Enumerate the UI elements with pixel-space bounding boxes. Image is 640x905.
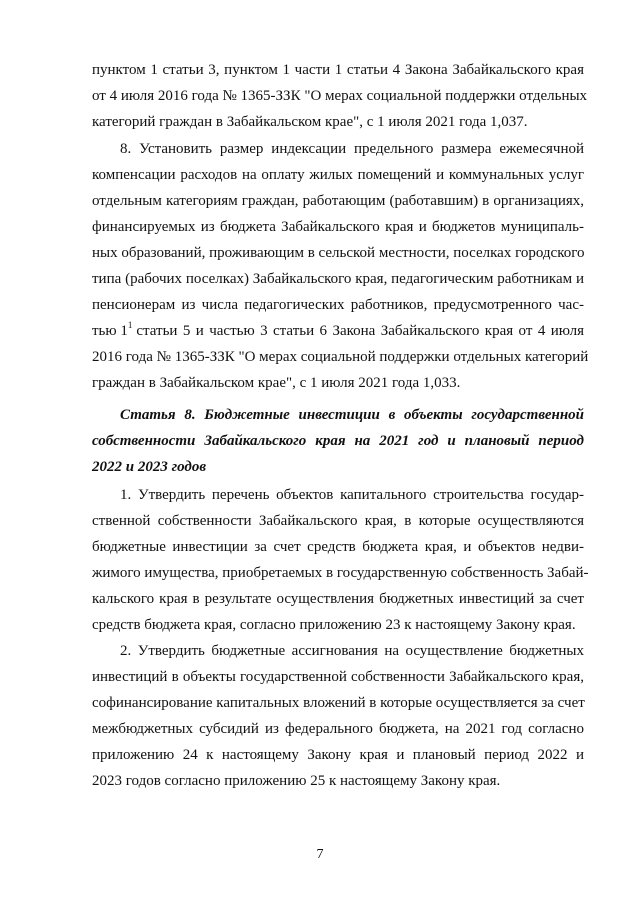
paragraph-line: финансируемых из бюджета Забайкальского края и бюджетов муниципаль- bbox=[92, 219, 584, 235]
paragraph-line: средств бюджета края, согласно приложению 23 к настоящему Закону края. bbox=[92, 617, 576, 633]
paragraph-line: 2. Утвердить бюджетные ассигнования на осуществление бюджетных bbox=[120, 643, 584, 659]
paragraph-line: межбюджетных субсидий из федерального бюджета, на 2021 год согласно bbox=[92, 721, 584, 737]
paragraph-line: приложению 24 к настоящему Закону края и плановый период 2022 и bbox=[92, 747, 584, 763]
paragraph-line: кальского края в результате осуществления бюджетных инвестиций за счет bbox=[92, 591, 584, 607]
paragraph-line: бюджетные инвестиции за счет средств бюджета края, и объектов недви- bbox=[92, 539, 584, 555]
page-number: 7 bbox=[316, 847, 324, 862]
paragraph-line-with-superscript bbox=[92, 321, 584, 341]
paragraph-line: 2016 года № 1365-ЗЗК "О мерах социальной поддержки отдельных категорий bbox=[92, 349, 589, 365]
paragraph-line: граждан в Забайкальском крае", с 1 июля 2021 года 1,033. bbox=[92, 375, 461, 391]
paragraph-line: типа (рабочих поселках) Забайкальского края, педагогическим работникам и bbox=[92, 271, 584, 287]
superscript: 1 bbox=[127, 320, 133, 330]
paragraph-line: 1. Утвердить перечень объектов капитального строительства государ- bbox=[120, 487, 584, 503]
paragraph-line: от 4 июля 2016 года № 1365-ЗЗК "О мерах социальной поддержки отдельных bbox=[92, 88, 588, 104]
paragraph-line: категорий граждан в Забайкальском крае", с 1 июля 2021 года 1,037. bbox=[92, 114, 528, 130]
paragraph-line: ных образований, проживающим в сельской местности, поселках городского bbox=[92, 245, 585, 261]
paragraph-line: софинансирование капитальных вложений в которые осуществляется за счет bbox=[92, 695, 585, 711]
line-text: статьи 5 и частью 3 статьи 6 Закона Забайкальского края от 4 июля bbox=[136, 323, 584, 339]
paragraph-line: 8. Установить размер индексации предельного размера ежемесячной bbox=[120, 141, 584, 157]
line-text: тью $1^1$ bbox=[92, 320, 133, 339]
paragraph-line: пунктом 1 статьи 3, пунктом 1 части 1 статьи 4 Закона Забайкальского края bbox=[92, 62, 584, 78]
paragraph-line: отдельным категориям граждан, работающим (работавшим) в организациях, bbox=[92, 193, 584, 209]
paragraph-line: компенсации расходов на оплату жилых помещений и коммунальных услуг bbox=[92, 167, 584, 183]
article-heading-line: собственности Забайкальского края на 2021 год и плановый период bbox=[92, 433, 584, 449]
article-heading-line: Статья 8. Бюджетные инвестиции в объекты государственной bbox=[120, 407, 584, 423]
article-heading-line: 2022 и 2023 годов bbox=[92, 459, 207, 475]
paragraph-line: жимого имущества, приобретаемых в государственную собственность Забай- bbox=[92, 565, 589, 581]
paragraph-line: 2023 годов согласно приложению 25 к настоящему Закону края. bbox=[92, 773, 501, 789]
paragraph-line: ственной собственности Забайкальского края, в которые осуществляются bbox=[92, 513, 584, 529]
paragraph-line: пенсионерам из числа педагогических работников, предусмотренного час- bbox=[92, 297, 584, 313]
paragraph-line: инвестиций в объекты государственной собственности Забайкальского края, bbox=[92, 669, 584, 685]
